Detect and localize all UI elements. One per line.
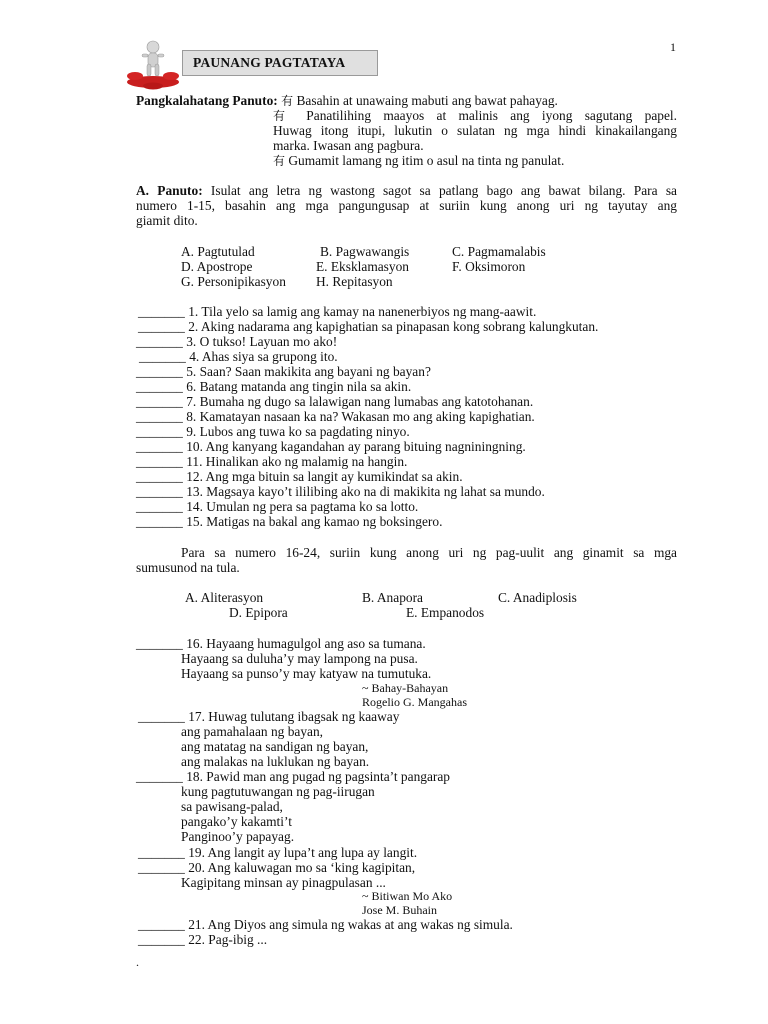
choice-c: C. Pagmamalabis xyxy=(452,244,546,259)
question-item[interactable]: _______ 18. Pawid man ang pugad ng pagsinta’t pangarap xyxy=(136,769,450,784)
section-b-instructions-line-2: sumusunod na tula. xyxy=(136,560,240,575)
choice-h: H. Repitasyon xyxy=(316,274,393,289)
bullet-icon: 有 xyxy=(281,94,294,108)
section-a-instructions-line-1 xyxy=(136,183,677,198)
poem-line: ang malakas na luklukan ng bayan. xyxy=(181,754,370,769)
poem-line: Panginoo’y papayag. xyxy=(181,829,295,844)
section-a-instructions-line-2: numero 1-15, basahin ang mga pangungusap at suriin kung anong uri ng tayutay ang xyxy=(136,198,677,213)
choice-b: B. Pagwawangis xyxy=(320,244,410,259)
repetition-choice-a: A. Aliterasyon xyxy=(185,590,264,605)
poem-line: kung pagtutuwangan ng pag-iirugan xyxy=(181,784,375,799)
question-item[interactable]: _______ 13. Magsaya kayo’t ililibing ako na di makikita ng lahat sa mundo. xyxy=(136,484,545,499)
choice-f: F. Oksimoron xyxy=(452,259,526,274)
question-item[interactable]: _______ 4. Ahas siya sa grupong ito. xyxy=(139,349,338,364)
choice-e: E. Eksklamasyon xyxy=(316,259,409,274)
choice-a: A. Pagtutulad xyxy=(181,244,255,259)
question-item[interactable]: _______ 12. Ang mga bituin sa langit ay kumikindat sa akin. xyxy=(136,469,463,484)
question-item[interactable]: _______ 19. Ang langit ay lupa’t ang lupa ay langit. xyxy=(138,845,418,860)
page-number: 1 xyxy=(670,40,676,54)
section-a-label: A. Panuto: xyxy=(136,183,203,198)
question-item[interactable]: _______ 17. Huwag tulutang ibagsak ng kaaway xyxy=(138,709,400,724)
poem-author: Jose M. Buhain xyxy=(362,903,437,917)
poem-author: Rogelio G. Mangahas xyxy=(362,695,467,709)
section-a-instructions-line-3: giamit dito. xyxy=(136,213,198,228)
question-item[interactable]: _______ 22. Pag-ibig ... xyxy=(138,932,268,947)
general-item-2-line-1: Panatilihing maayos at malinis ang iyong sagutang papel. xyxy=(306,108,677,123)
choice-g: G. Personipikasyon xyxy=(181,274,286,289)
repetition-choice-d: D. Epipora xyxy=(229,605,288,620)
choice-d: D. Apostrope xyxy=(181,259,253,274)
repetition-choice-c: C. Anadiplosis xyxy=(498,590,577,605)
general-instructions-line-5 xyxy=(273,153,564,169)
question-item[interactable]: _______ 1. Tila yelo sa lamig ang kamay na nanenerbiyos ng mang-aawit. xyxy=(138,304,537,319)
poem-line: pangako’y kakamti’t xyxy=(181,814,292,829)
page-title: PAUNANG PAGTATAYA xyxy=(182,50,378,76)
general-item-3: Gumamit lamang ng itim o asul na tinta ng panulat. xyxy=(288,153,565,168)
question-item[interactable]: _______ 7. Bumaha ng dugo sa lalawigan nang lumabas ang katotohanan. xyxy=(136,394,534,409)
question-item[interactable]: _______ 21. Ang Diyos ang simula ng wakas at ang wakas ng simula. xyxy=(138,917,513,932)
poem-line: Hayaang sa duluha’y may lampong na pusa. xyxy=(181,651,418,666)
poem-title: ~ Bitiwan Mo Ako xyxy=(362,889,453,903)
general-item-2-line-2: Huwag itong itupi, lukutin o sulatan ng mga hindi kinakailangang xyxy=(273,123,677,138)
poem-line: ang matatag na sandigan ng bayan, xyxy=(181,739,369,754)
question-item[interactable]: _______ 10. Ang kanyang kagandahan ay parang bituing nagniningning. xyxy=(136,439,526,454)
section-b-instructions-line-1: Para sa numero 16-24, suriin kung anong uri ng pag-uulit ang ginamit sa mga xyxy=(181,545,677,560)
poem-line: Hayaang sa punso’y may katyaw na tumutuka. xyxy=(181,666,432,681)
footer-mark: . xyxy=(136,955,139,969)
question-item[interactable]: _______ 15. Matigas na bakal ang kamao ng boksingero. xyxy=(136,514,443,529)
bullet-icon: 有 xyxy=(273,154,286,168)
question-item[interactable]: _______ 2. Aking nadarama ang kapighatian sa pinapasan kong sobrang kalungkutan. xyxy=(138,319,599,334)
poem-line: Kagipitang minsan ay pinagpulasan ... xyxy=(181,875,386,890)
bullet-icon: 有 xyxy=(273,109,294,123)
person-puzzle-logo xyxy=(125,40,181,90)
question-item[interactable]: _______ 11. Hinalikan ako ng malamig na hangin. xyxy=(136,454,408,469)
question-item[interactable]: _______ 3. O tukso! Layuan mo ako! xyxy=(136,334,338,349)
poem-line: sa pawisang-palad, xyxy=(181,799,283,814)
poem-line: ang pamahalaan ng bayan, xyxy=(181,724,324,739)
poem-title: ~ Bahay-Bahayan xyxy=(362,681,449,695)
general-item-2-line-3: marka. Iwasan ang pagbura. xyxy=(273,138,424,153)
question-item[interactable]: _______ 9. Lubos ang tuwa ko sa pagdating ninyo. xyxy=(136,424,410,439)
repetition-choice-b: B. Anapora xyxy=(362,590,423,605)
section-a-text-1: Isulat ang letra ng wastong sagot sa patlang bago ang bawat bilang. Para sa xyxy=(210,183,677,198)
question-item[interactable]: _______ 14. Umulan ng pera sa pagtama ko sa lotto. xyxy=(136,499,419,514)
repetition-choice-e: E. Empanodos xyxy=(406,605,485,620)
general-instructions-label: Pangkalahatang Panuto: xyxy=(136,93,278,108)
question-item[interactable]: _______ 5. Saan? Saan makikita ang bayani ng bayan? xyxy=(136,364,431,379)
question-item[interactable]: _______ 20. Ang kaluwagan mo sa ‘king kagipitan, xyxy=(138,860,416,875)
question-item[interactable]: _______ 16. Hayaang humagulgol ang aso sa tumana. xyxy=(136,636,426,651)
question-item[interactable]: _______ 6. Batang matanda ang tingin nila sa akin. xyxy=(136,379,412,394)
general-instructions-line-1 xyxy=(136,93,558,109)
general-item-1: Basahin at unawaing mabuti ang bawat pahayag. xyxy=(296,93,558,108)
question-item[interactable]: _______ 8. Kamatayan nasaan ka na? Wakasan mo ang aking kapighatian. xyxy=(136,409,535,424)
